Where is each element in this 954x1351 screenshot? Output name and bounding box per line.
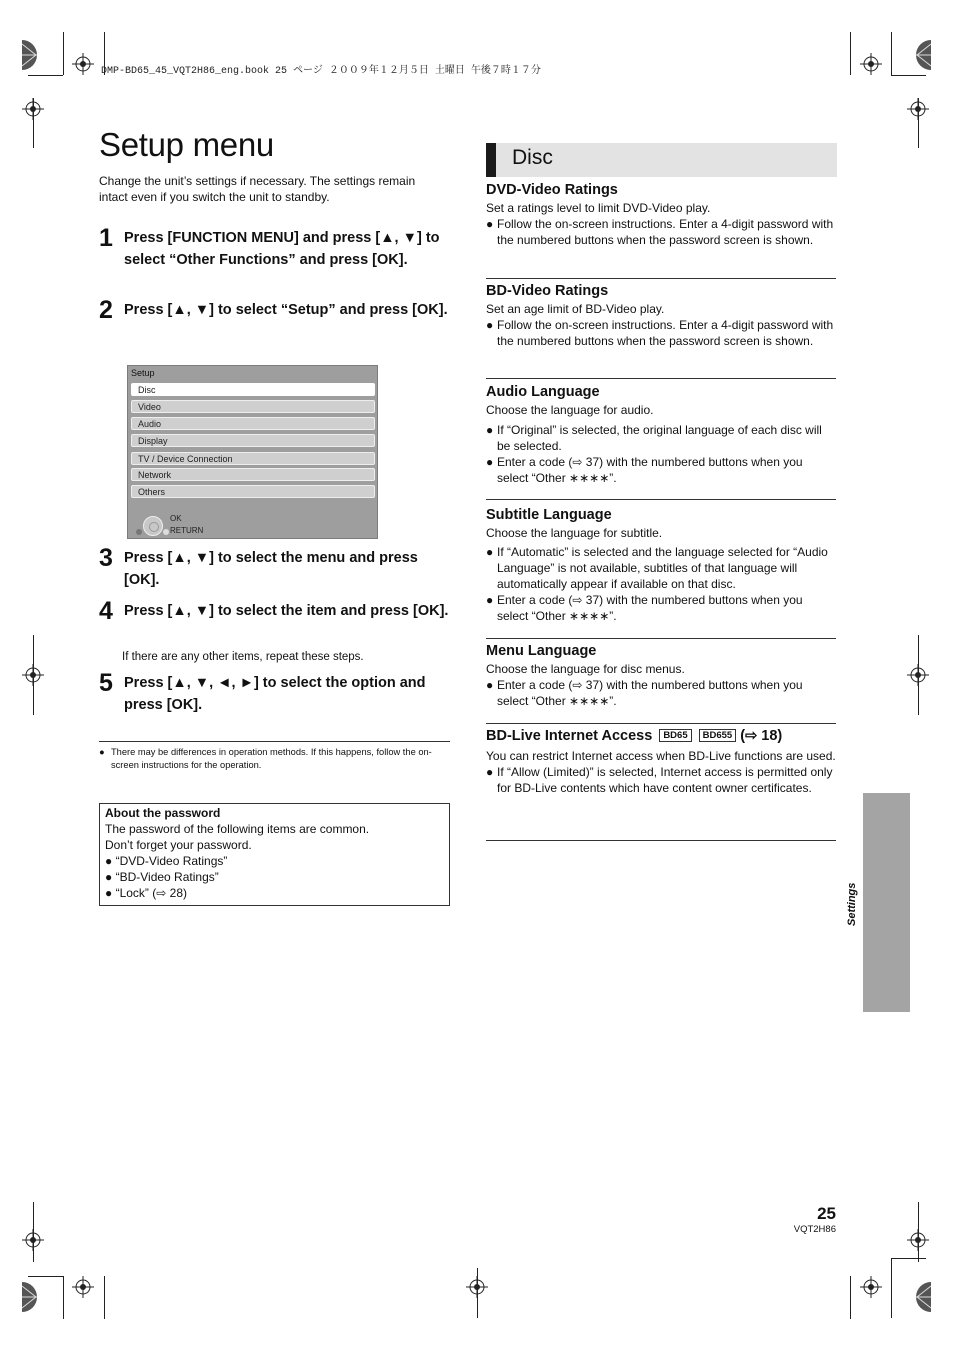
section-title-text: BD-Live Internet Access (486, 728, 653, 744)
section-description: You can restrict Internet access when BD-Live functions are used. (486, 749, 836, 763)
crop-mark (891, 75, 926, 76)
bullet: ● (99, 747, 105, 757)
menu-item-video[interactable]: Video (131, 400, 375, 413)
divider (486, 840, 836, 841)
section-title (486, 726, 837, 746)
setup-menu-screenshot (127, 365, 378, 539)
return-dot-icon (163, 529, 169, 535)
crop-mark (63, 32, 64, 75)
bullet-text: Follow the on-screen instructions. Enter a 4-digit password with the numbered buttons when the password screen is shown. (497, 318, 834, 348)
divider (486, 378, 836, 379)
registration-mark-icon (22, 664, 44, 686)
divider (486, 638, 836, 639)
crop-mark (850, 1276, 851, 1319)
bullet-text: If “Original” is selected, the original language of each disc will be selected. (497, 423, 822, 453)
menu-item-network[interactable]: Network (131, 468, 375, 481)
password-box-item: ● “Lock” (⇨ 28) (105, 886, 187, 900)
step-text: Press [▲, ▼] to select “Setup” and press [OK]. (124, 302, 448, 318)
section-bd-live-internet-access (486, 726, 837, 796)
repeat-note: If there are any other items, repeat these steps. (122, 651, 364, 663)
section-header-label: Disc (512, 146, 553, 169)
password-box-heading: About the password (105, 806, 221, 820)
bullet: ● (486, 678, 494, 692)
step-number: 2 (99, 296, 113, 324)
ok-label: OK (170, 514, 182, 523)
crop-mark (891, 1258, 892, 1318)
footnote-text: There may be differences in operation methods. If this happens, follow the on-screen instructions for the operation. (111, 747, 432, 770)
section-audio-language (486, 382, 837, 486)
footnote (99, 746, 451, 772)
divider (486, 723, 836, 724)
menu-item-display[interactable]: Display (131, 434, 375, 447)
menu-item-disc[interactable]: Disc (131, 383, 375, 396)
screen-title: Setup (131, 368, 155, 378)
password-box-item: ● “DVD-Video Ratings” (105, 854, 228, 868)
return-label: RETURN (170, 526, 204, 535)
registration-mark-icon (907, 98, 929, 120)
bullet-item (486, 317, 837, 349)
color-wheel-icon (22, 40, 40, 70)
crop-mark (28, 1276, 63, 1277)
color-wheel-icon (22, 1282, 40, 1312)
step-text: Press [▲, ▼] to select the menu and press [OK]. (124, 550, 418, 588)
step-text: Press [FUNCTION MENU] and press [▲, ▼] to select “Other Functions” and press [OK]. (124, 230, 440, 268)
step-number: 3 (99, 544, 113, 572)
page-title: Setup menu (99, 126, 274, 163)
registration-mark-icon (907, 664, 929, 686)
section-title: Subtitle Language (486, 507, 612, 523)
bullet: ● (486, 545, 494, 559)
page-number: 25 (817, 1204, 836, 1223)
bullet: ● (486, 318, 494, 332)
color-wheel-icon (913, 40, 931, 70)
registration-mark-icon (907, 1229, 929, 1251)
registration-mark-icon (22, 1229, 44, 1251)
step-text: Press [▲, ▼, ◄, ►] to select the option and press [OK]. (124, 675, 426, 713)
model-tag-bd65: BD65 (659, 729, 691, 742)
divider (486, 499, 836, 500)
password-box-line: The password of the following items are common. (105, 822, 370, 836)
bullet-item (486, 764, 837, 796)
password-box-line: Don’t forget your password. (105, 838, 252, 852)
menu-item-tv-device-connection[interactable]: TV / Device Connection (131, 452, 375, 465)
bullet-text: If “Allow (Limited)” is selected, Internet access is permitted only for BD-Live contents which have content owner certificates. (497, 765, 833, 795)
registration-mark-icon (72, 53, 94, 75)
section-header-bar (486, 143, 496, 177)
step-3 (99, 544, 454, 591)
ok-button-icon (143, 516, 163, 536)
section-subtitle-language (486, 505, 837, 624)
section-title: DVD-Video Ratings (486, 182, 618, 198)
bullet-text: Enter a code (⇨ 37) with the numbered buttons when you select “Other ∗∗∗∗”. (497, 593, 803, 623)
divider (99, 741, 450, 742)
section-header-disc (486, 143, 837, 177)
page-reference: (⇨ 18) (740, 728, 783, 744)
step-4 (99, 597, 454, 625)
return-dot-icon (136, 529, 142, 535)
registration-mark-icon (860, 1276, 882, 1298)
crop-mark (28, 75, 63, 76)
registration-mark-icon (466, 1276, 488, 1298)
bullet-text: Enter a code (⇨ 37) with the numbered buttons when you select “Other ∗∗∗∗”. (497, 678, 803, 708)
step-number: 4 (99, 597, 113, 625)
bullet-item (486, 216, 837, 248)
registration-mark-icon (860, 53, 882, 75)
section-title: BD-Video Ratings (486, 283, 609, 299)
crop-mark (891, 32, 892, 75)
step-5 (99, 669, 454, 716)
section-description: Choose the language for subtitle. (486, 526, 663, 540)
registration-mark-icon (22, 98, 44, 120)
menu-item-audio[interactable]: Audio (131, 417, 375, 430)
section-bd-video-ratings (486, 281, 837, 349)
crop-mark (104, 1276, 105, 1319)
bullet-text: Enter a code (⇨ 37) with the numbered buttons when you select “Other ∗∗∗∗”. (497, 455, 803, 485)
file-header-line: DMP-BD65_45_VQT2H86_eng.book 25 ページ ２００９年１２月５日 土曜日 午後７時１７分 (101, 66, 541, 77)
section-description: Set an age limit of BD-Video play. (486, 302, 665, 316)
section-description: Choose the language for disc menus. (486, 662, 685, 676)
menu-item-others[interactable]: Others (131, 485, 375, 498)
section-description: Set a ratings level to limit DVD-Video play. (486, 201, 711, 215)
bullet-item (486, 454, 837, 486)
crop-mark (850, 32, 851, 75)
model-tag-bd655: BD655 (699, 729, 737, 742)
intro-text: Change the unit’s settings if necessary. The settings remain intact even if you switch the unit to standby. (99, 174, 416, 204)
bullet-item (486, 422, 837, 454)
bullet-text: If “Automatic” is selected and the language selected for “Audio Language” is not available, subtitles of that language will automatically appear if available on that disc. (497, 545, 828, 591)
crop-mark (891, 1258, 926, 1259)
bullet: ● (486, 423, 494, 437)
crop-mark (63, 1276, 64, 1319)
bullet: ● (486, 217, 494, 231)
bullet-item (486, 677, 837, 709)
section-description: Choose the language for audio. (486, 403, 654, 417)
password-box-item: ● “BD-Video Ratings” (105, 870, 219, 884)
page-code: VQT2H86 (793, 1224, 836, 1235)
section-title: Menu Language (486, 643, 597, 659)
bullet: ● (486, 455, 494, 469)
section-menu-language (486, 641, 837, 709)
registration-mark-icon (72, 1276, 94, 1298)
divider (486, 278, 836, 279)
password-info-box (99, 803, 450, 906)
side-tab-label: Settings (846, 882, 858, 926)
bullet-item (486, 544, 837, 592)
side-tab (863, 793, 910, 1012)
step-2 (99, 296, 454, 324)
step-number: 5 (99, 669, 113, 697)
section-dvd-video-ratings (486, 180, 837, 248)
bullet: ● (486, 765, 494, 779)
bullet-text: Follow the on-screen instructions. Enter a 4-digit password with the numbered buttons when the password screen is shown. (497, 217, 834, 247)
bullet: ● (486, 593, 494, 607)
step-1 (99, 224, 454, 271)
bullet-item (486, 592, 837, 624)
step-number: 1 (99, 224, 113, 252)
section-title: Audio Language (486, 384, 600, 400)
color-wheel-icon (913, 1282, 931, 1312)
step-text: Press [▲, ▼] to select the item and press [OK]. (124, 603, 449, 619)
